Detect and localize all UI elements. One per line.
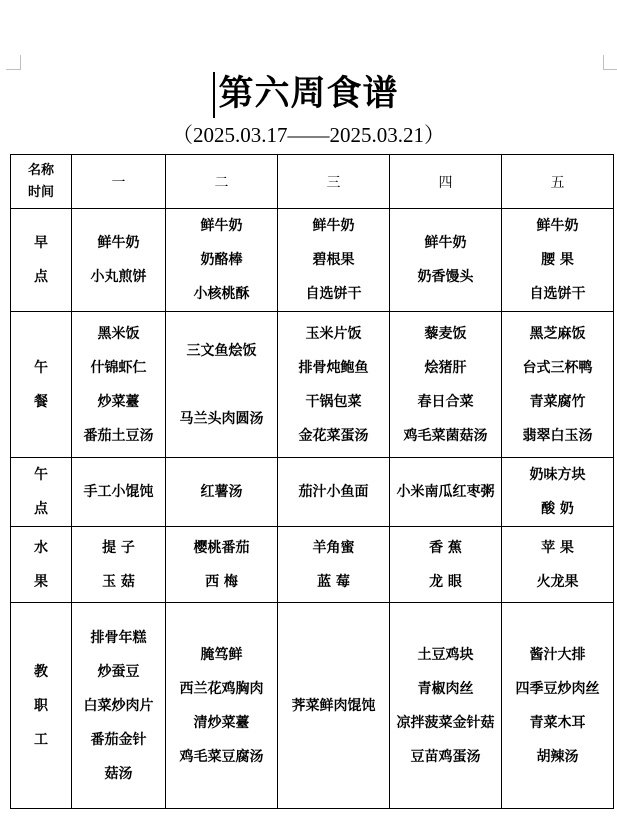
menu-cell[interactable] [72,603,166,809]
menu-item: 金花菜蛋汤 [298,427,369,444]
menu-item: 鲜牛奶 [312,218,355,234]
menu-item: 三文鱼烩饭 [186,342,257,359]
row-label-char: 工 [34,731,48,748]
menu-item: 奶味方块 [529,467,586,483]
menu-item: 西 梅 [205,573,238,590]
menu-cell[interactable] [390,458,502,527]
menu-item: 青椒肉丝 [417,680,474,697]
menu-item: 玉米片饭 [305,325,362,342]
menu-item: 碧根果 [312,252,355,268]
menu-item: 樱桃番茄 [193,539,250,556]
menu-cell[interactable] [72,209,166,312]
menu-item: 西兰花鸡胸肉 [179,680,264,697]
day-header-tue[interactable]: 二 [166,155,278,209]
menu-item: 凉拌菠菜金针菇 [396,714,495,731]
menu-item: 台式三杯鸭 [522,359,593,376]
menu-item: 黑芝麻饭 [529,325,586,342]
menu-cell[interactable] [278,458,390,527]
menu-item: 鸡毛菜菌菇汤 [403,427,488,444]
menu-item: 土豆鸡块 [417,646,474,663]
menu-item: 豆苗鸡蛋汤 [410,748,481,765]
menu-item: 酱汁大排 [529,646,586,663]
menu-item: 自选饼干 [305,286,362,302]
menu-item: 小丸煎饼 [90,269,147,285]
menu-cell[interactable] [166,603,278,809]
day-header-wed[interactable]: 三 [278,155,390,209]
menu-item: 四季豆炒肉丝 [515,680,600,697]
menu-item: 奶香馒头 [417,269,474,285]
row-label-fruit[interactable] [11,527,72,603]
menu-item: 龙 眼 [429,573,462,590]
menu-item: 鲜牛奶 [536,218,579,234]
row-label-char: 职 [34,697,48,714]
menu-item: 春日合菜 [417,393,474,410]
menu-item: 烩猪肝 [424,359,467,376]
day-header-mon[interactable]: 一 [72,155,166,209]
menu-cell[interactable] [390,603,502,809]
menu-cell[interactable] [502,603,614,809]
menu-cell[interactable] [502,458,614,527]
menu-item: 提 子 [102,539,135,556]
menu-item: 胡辣汤 [536,748,579,765]
menu-item: 荠菜鲜肉馄饨 [291,697,376,714]
date-range[interactable]: （2025.03.17——2025.03.21） [172,123,445,147]
row-label-char: 水 [34,539,48,556]
menu-item: 小核桃酥 [193,286,250,302]
menu-item: 黑米饭 [97,325,140,342]
menu-cell[interactable] [390,527,502,603]
menu-cell[interactable] [278,209,390,312]
menu-cell[interactable] [502,209,614,312]
menu-item [166,368,277,402]
menu-item: 菇汤 [104,765,133,782]
menu-item: 蓝 莓 [317,573,350,590]
menu-item: 马兰头肉圆汤 [179,410,264,427]
menu-cell[interactable] [166,209,278,312]
menu-item: 腌笃鲜 [200,646,243,663]
day-header-fri[interactable]: 五 [502,155,614,209]
menu-cell[interactable] [278,603,390,809]
row-label-char: 教 [34,663,48,680]
meal-row-snack [11,458,614,527]
menu-cell[interactable] [390,209,502,312]
menu-item: 青菜木耳 [529,714,586,731]
menu-item: 白菜炒肉片 [83,697,154,714]
menu-cell[interactable] [278,527,390,603]
menu-cell[interactable] [502,527,614,603]
menu-cell[interactable] [72,312,166,458]
menu-item: 鲜牛奶 [97,235,140,251]
meal-row-breakfast [11,209,614,312]
menu-item: 红薯汤 [200,484,243,500]
row-label-char: 点 [34,269,48,285]
menu-item: 番茄金针 [90,731,147,748]
menu-item: 翡翠白玉汤 [522,427,593,444]
menu-item: 青菜腐竹 [529,393,586,410]
header-row [11,155,614,209]
row-label-char: 餐 [34,393,48,410]
menu-item: 手工小馄饨 [83,484,154,500]
menu-item: 腰 果 [541,252,574,268]
row-label-snack[interactable] [11,458,72,527]
corner-cell[interactable] [11,155,72,209]
menu-item: 排骨炖鲍鱼 [298,359,369,376]
menu-item: 鲜牛奶 [200,218,243,234]
menu-cell[interactable] [72,458,166,527]
menu-cell[interactable] [390,312,502,458]
menu-item: 苹 果 [541,539,574,556]
row-label-lunch[interactable] [11,312,72,458]
row-label-staff[interactable] [11,603,72,809]
row-label-char: 点 [34,501,48,517]
page-title[interactable]: 第六周食谱 [218,74,399,114]
menu-item: 羊角蜜 [312,539,355,556]
menu-item: 鸡毛菜豆腐汤 [179,748,264,765]
menu-item: 香 蕉 [429,539,462,556]
row-label-char: 午 [34,467,48,483]
menu-item: 火龙果 [536,573,579,590]
menu-table [10,154,614,809]
menu-item: 奶酪棒 [200,252,243,268]
menu-cell[interactable] [166,312,278,458]
corner-bottom-label: 时间 [27,184,54,200]
menu-item: 自选饼干 [529,286,586,302]
corner-top-label: 名称 [27,162,54,178]
menu-item: 什锦虾仁 [90,359,147,376]
day-header-thu[interactable]: 四 [390,155,502,209]
row-label-char: 果 [34,573,48,590]
menu-cell[interactable] [166,527,278,603]
menu-item: 藜麦饭 [424,325,467,342]
meal-row-staff [11,603,614,809]
text-cursor [213,72,215,118]
menu-cell[interactable] [502,312,614,458]
meal-row-fruit [11,527,614,603]
menu-cell[interactable] [278,312,390,458]
menu-item: 茄汁小鱼面 [298,484,369,500]
row-label-char: 午 [34,359,48,376]
menu-cell[interactable] [72,527,166,603]
menu-item: 小米南瓜红枣粥 [396,484,495,500]
menu-item: 酸 奶 [541,501,574,517]
menu-item: 排骨年糕 [90,629,147,646]
meal-row-lunch [11,312,614,458]
menu-item: 番茄土豆汤 [83,427,154,444]
row-label-breakfast[interactable] [11,209,72,312]
menu-item: 炒菜薹 [97,393,140,410]
row-label-char: 早 [34,235,48,251]
menu-item: 清炒菜薹 [193,714,250,731]
menu-cell[interactable] [166,458,278,527]
menu-item: 干锅包菜 [305,393,362,410]
menu-item: 玉 菇 [102,573,135,590]
menu-item: 炒蚕豆 [97,663,140,680]
menu-item: 鲜牛奶 [424,235,467,251]
